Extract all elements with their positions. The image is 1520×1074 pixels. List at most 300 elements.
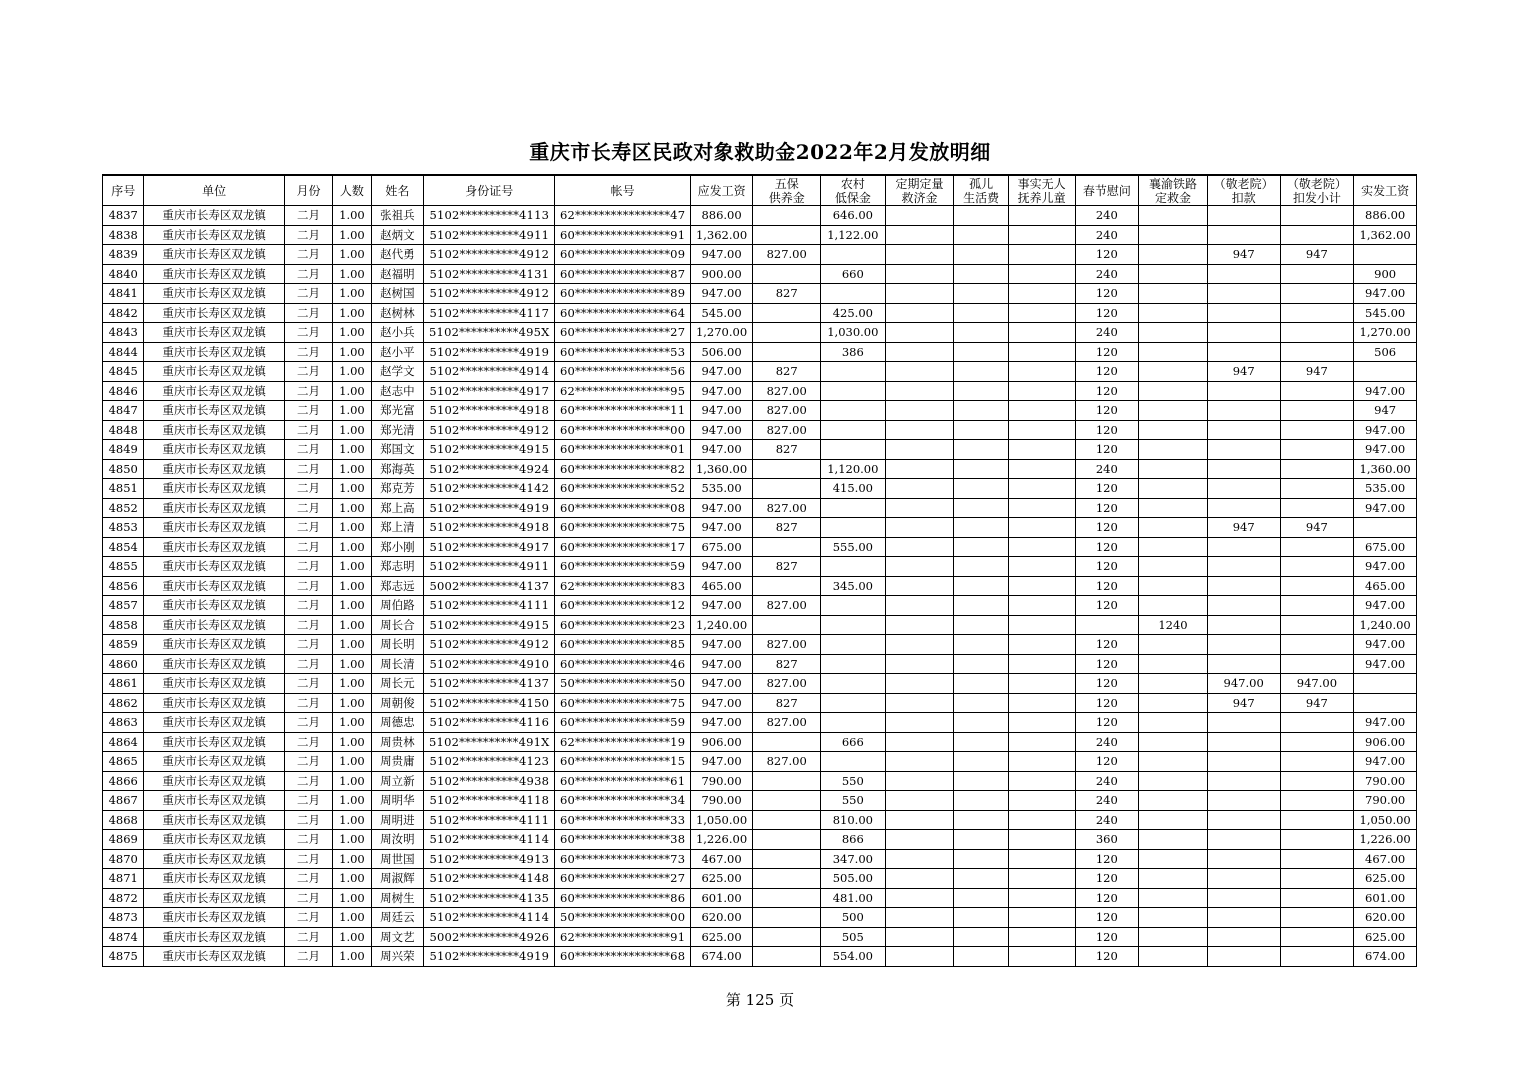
cell-unit: 重庆市长寿区双龙镇	[144, 303, 284, 323]
cell-orphan	[954, 498, 1009, 518]
cell-fixed	[885, 303, 954, 323]
cell-seq: 4840	[103, 264, 144, 284]
cell-spring: 240	[1075, 225, 1139, 245]
cell-name: 赵学文	[371, 362, 424, 382]
cell-month: 二月	[284, 713, 332, 733]
cell-fixed	[885, 264, 954, 284]
table-row	[103, 674, 1417, 694]
cell-net: 900	[1354, 264, 1417, 284]
cell-child	[1008, 537, 1075, 557]
cell-id: 5102**********4917	[424, 537, 555, 557]
cell-spring: 120	[1075, 654, 1139, 674]
cell-net: 947.00	[1354, 557, 1417, 577]
table-row	[103, 830, 1417, 850]
cell-spring: 240	[1075, 791, 1139, 811]
cell-net: 535.00	[1354, 479, 1417, 499]
cell-id: 5102**********4117	[424, 303, 555, 323]
cell-fixed	[885, 771, 954, 791]
cell-acct: 62****************47	[555, 206, 690, 226]
cell-rail	[1139, 927, 1208, 947]
cell-unit: 重庆市长寿区双龙镇	[144, 849, 284, 869]
cell-id: 5102**********491X	[424, 732, 555, 752]
cell-fixed	[885, 635, 954, 655]
cell-due: 545.00	[690, 303, 753, 323]
cell-net: 1,270.00	[1354, 323, 1417, 343]
cell-fixed	[885, 596, 954, 616]
cell-orphan	[954, 888, 1009, 908]
cell-id: 5102**********4910	[424, 654, 555, 674]
cell-month: 二月	[284, 674, 332, 694]
cell-due: 947.00	[690, 440, 753, 460]
cell-dibao	[821, 381, 886, 401]
cell-deduct	[1207, 849, 1280, 869]
cell-due: 947.00	[690, 245, 753, 265]
cell-child	[1008, 381, 1075, 401]
cell-people: 1.00	[333, 342, 371, 362]
cell-seq: 4866	[103, 771, 144, 791]
cell-name: 周长清	[371, 654, 424, 674]
cell-id: 5102**********4915	[424, 615, 555, 635]
cell-acct: 60****************89	[555, 284, 690, 304]
cell-deduct	[1207, 537, 1280, 557]
table-row	[103, 791, 1417, 811]
cell-month: 二月	[284, 654, 332, 674]
cell-people: 1.00	[333, 947, 371, 967]
cell-seq: 4861	[103, 674, 144, 694]
cell-month: 二月	[284, 615, 332, 635]
cell-people: 1.00	[333, 752, 371, 772]
cell-seq: 4845	[103, 362, 144, 382]
cell-spring: 120	[1075, 849, 1139, 869]
cell-net: 1,362.00	[1354, 225, 1417, 245]
cell-acct: 60****************23	[555, 615, 690, 635]
cell-child	[1008, 362, 1075, 382]
cell-acct: 60****************61	[555, 771, 690, 791]
cell-dibao: 1,120.00	[821, 459, 886, 479]
column-header-label: 事实无人	[1017, 176, 1066, 191]
cell-seq: 4837	[103, 206, 144, 226]
cell-deduct	[1207, 615, 1280, 635]
cell-rail	[1139, 654, 1208, 674]
cell-unit: 重庆市长寿区双龙镇	[144, 557, 284, 577]
cell-spring: 120	[1075, 674, 1139, 694]
cell-sub	[1280, 830, 1354, 850]
cell-sub	[1280, 479, 1354, 499]
cell-child	[1008, 849, 1075, 869]
cell-seq: 4839	[103, 245, 144, 265]
cell-due: 947.00	[690, 674, 753, 694]
cell-orphan	[954, 518, 1009, 538]
cell-seq: 4858	[103, 615, 144, 635]
cell-child	[1008, 615, 1075, 635]
cell-seq: 4852	[103, 498, 144, 518]
cell-sub	[1280, 732, 1354, 752]
cell-dibao: 1,122.00	[821, 225, 886, 245]
cell-month: 二月	[284, 518, 332, 538]
cell-acct: 60****************59	[555, 713, 690, 733]
cell-fixed	[885, 323, 954, 343]
cell-wubao	[753, 459, 821, 479]
cell-orphan	[954, 206, 1009, 226]
cell-rail	[1139, 771, 1208, 791]
cell-due: 947.00	[690, 362, 753, 382]
cell-month: 二月	[284, 342, 332, 362]
cell-net: 947.00	[1354, 284, 1417, 304]
cell-id: 5102**********4912	[424, 420, 555, 440]
cell-people: 1.00	[333, 810, 371, 830]
cell-rail	[1139, 303, 1208, 323]
cell-deduct	[1207, 401, 1280, 421]
column-header-label: 定期定量	[895, 176, 944, 191]
cell-net: 620.00	[1354, 908, 1417, 928]
cell-name: 郑国文	[371, 440, 424, 460]
cell-fixed	[885, 225, 954, 245]
cell-net: 545.00	[1354, 303, 1417, 323]
cell-dibao: 555.00	[821, 537, 886, 557]
cell-sub	[1280, 576, 1354, 596]
cell-acct: 60****************85	[555, 635, 690, 655]
cell-wubao	[753, 830, 821, 850]
cell-fixed	[885, 927, 954, 947]
cell-seq: 4844	[103, 342, 144, 362]
cell-orphan	[954, 323, 1009, 343]
cell-rail	[1139, 342, 1208, 362]
cell-seq: 4859	[103, 635, 144, 655]
cell-sub	[1280, 849, 1354, 869]
cell-fixed	[885, 752, 954, 772]
cell-spring: 120	[1075, 342, 1139, 362]
cell-unit: 重庆市长寿区双龙镇	[144, 459, 284, 479]
cell-net: 906.00	[1354, 732, 1417, 752]
cell-orphan	[954, 869, 1009, 889]
cell-fixed	[885, 693, 954, 713]
cell-net: 601.00	[1354, 888, 1417, 908]
cell-deduct	[1207, 752, 1280, 772]
cell-due: 886.00	[690, 206, 753, 226]
cell-wubao: 827	[753, 284, 821, 304]
cell-orphan	[954, 849, 1009, 869]
cell-due: 947.00	[690, 557, 753, 577]
cell-dibao: 1,030.00	[821, 323, 886, 343]
cell-id: 5102**********4918	[424, 518, 555, 538]
column-header-spring	[1075, 175, 1139, 206]
cell-wubao: 827	[753, 654, 821, 674]
cell-people: 1.00	[333, 635, 371, 655]
cell-fixed	[885, 888, 954, 908]
cell-due: 620.00	[690, 908, 753, 928]
cell-id: 5002**********4926	[424, 927, 555, 947]
cell-fixed	[885, 342, 954, 362]
cell-sub: 947	[1280, 518, 1354, 538]
cell-month: 二月	[284, 830, 332, 850]
cell-seq: 4855	[103, 557, 144, 577]
cell-deduct	[1207, 791, 1280, 811]
column-header-label: （敬老院）	[1286, 176, 1347, 191]
cell-unit: 重庆市长寿区双龙镇	[144, 615, 284, 635]
cell-month: 二月	[284, 479, 332, 499]
cell-unit: 重庆市长寿区双龙镇	[144, 440, 284, 460]
cell-fixed	[885, 362, 954, 382]
cell-wubao: 827.00	[753, 498, 821, 518]
cell-unit: 重庆市长寿区双龙镇	[144, 245, 284, 265]
cell-id: 5102**********4111	[424, 810, 555, 830]
cell-unit: 重庆市长寿区双龙镇	[144, 771, 284, 791]
cell-rail	[1139, 752, 1208, 772]
cell-acct: 60****************68	[555, 947, 690, 967]
cell-spring: 240	[1075, 206, 1139, 226]
table-row	[103, 537, 1417, 557]
cell-month: 二月	[284, 557, 332, 577]
cell-sub	[1280, 401, 1354, 421]
cell-dibao: 386	[821, 342, 886, 362]
cell-dibao	[821, 557, 886, 577]
cell-seq: 4842	[103, 303, 144, 323]
cell-name: 周伯路	[371, 596, 424, 616]
cell-child	[1008, 693, 1075, 713]
cell-spring: 120	[1075, 498, 1139, 518]
cell-acct: 62****************83	[555, 576, 690, 596]
cell-rail	[1139, 810, 1208, 830]
cell-deduct	[1207, 557, 1280, 577]
cell-people: 1.00	[333, 323, 371, 343]
cell-rail	[1139, 596, 1208, 616]
cell-unit: 重庆市长寿区双龙镇	[144, 596, 284, 616]
cell-seq: 4873	[103, 908, 144, 928]
cell-wubao: 827.00	[753, 635, 821, 655]
cell-dibao: 550	[821, 771, 886, 791]
cell-people: 1.00	[333, 420, 371, 440]
cell-acct: 60****************34	[555, 791, 690, 811]
cell-id: 5102**********4924	[424, 459, 555, 479]
cell-wubao	[753, 225, 821, 245]
cell-spring: 120	[1075, 303, 1139, 323]
cell-net: 465.00	[1354, 576, 1417, 596]
cell-name: 周贵庸	[371, 752, 424, 772]
cell-dibao	[821, 401, 886, 421]
cell-orphan	[954, 927, 1009, 947]
cell-people: 1.00	[333, 498, 371, 518]
cell-sub	[1280, 342, 1354, 362]
cell-child	[1008, 518, 1075, 538]
cell-people: 1.00	[333, 596, 371, 616]
cell-sub	[1280, 440, 1354, 460]
cell-dibao	[821, 420, 886, 440]
column-header-rail	[1139, 175, 1208, 206]
cell-name: 郑海英	[371, 459, 424, 479]
cell-child	[1008, 771, 1075, 791]
cell-deduct	[1207, 206, 1280, 226]
column-header-sublabel: 救济金	[901, 190, 938, 205]
cell-rail	[1139, 674, 1208, 694]
cell-child	[1008, 830, 1075, 850]
cell-unit: 重庆市长寿区双龙镇	[144, 362, 284, 382]
table-row	[103, 752, 1417, 772]
cell-month: 二月	[284, 596, 332, 616]
cell-seq: 4846	[103, 381, 144, 401]
column-header-sub	[1280, 175, 1354, 206]
cell-id: 5102**********4912	[424, 245, 555, 265]
cell-dibao	[821, 615, 886, 635]
table-row	[103, 498, 1417, 518]
cell-month: 二月	[284, 420, 332, 440]
cell-spring: 120	[1075, 284, 1139, 304]
table-row	[103, 869, 1417, 889]
cell-unit: 重庆市长寿区双龙镇	[144, 830, 284, 850]
cell-net: 674.00	[1354, 947, 1417, 967]
relief-payment-table	[102, 174, 1417, 967]
cell-people: 1.00	[333, 264, 371, 284]
cell-orphan	[954, 381, 1009, 401]
cell-wubao	[753, 206, 821, 226]
cell-net: 1,050.00	[1354, 810, 1417, 830]
column-header-label: 应发工资	[697, 183, 746, 198]
cell-dibao: 425.00	[821, 303, 886, 323]
cell-name: 赵志中	[371, 381, 424, 401]
cell-rail	[1139, 440, 1208, 460]
cell-child	[1008, 635, 1075, 655]
table-row	[103, 381, 1417, 401]
cell-sub	[1280, 420, 1354, 440]
cell-wubao	[753, 947, 821, 967]
cell-seq: 4856	[103, 576, 144, 596]
cell-seq: 4864	[103, 732, 144, 752]
cell-id: 5102**********4111	[424, 596, 555, 616]
cell-fixed	[885, 518, 954, 538]
table-header-row	[103, 175, 1417, 206]
cell-deduct: 947	[1207, 245, 1280, 265]
cell-sub	[1280, 557, 1354, 577]
cell-name: 周立新	[371, 771, 424, 791]
cell-wubao	[753, 342, 821, 362]
cell-month: 二月	[284, 362, 332, 382]
cell-net: 1,360.00	[1354, 459, 1417, 479]
table-row	[103, 908, 1417, 928]
cell-net	[1354, 674, 1417, 694]
cell-acct: 62****************95	[555, 381, 690, 401]
cell-deduct	[1207, 869, 1280, 889]
cell-fixed	[885, 830, 954, 850]
cell-deduct	[1207, 420, 1280, 440]
cell-fixed	[885, 245, 954, 265]
cell-deduct	[1207, 576, 1280, 596]
table-row	[103, 518, 1417, 538]
cell-wubao	[753, 791, 821, 811]
cell-wubao	[753, 849, 821, 869]
cell-deduct	[1207, 479, 1280, 499]
cell-net: 947.00	[1354, 654, 1417, 674]
column-header-name	[371, 175, 424, 206]
cell-people: 1.00	[333, 245, 371, 265]
cell-rail	[1139, 947, 1208, 967]
cell-id: 5102**********4919	[424, 947, 555, 967]
column-header-label: 春节慰问	[1082, 183, 1131, 198]
cell-sub	[1280, 791, 1354, 811]
table-row	[103, 888, 1417, 908]
cell-child	[1008, 713, 1075, 733]
column-header-label: 五保	[774, 176, 799, 191]
cell-id: 5102**********4911	[424, 225, 555, 245]
cell-rail	[1139, 869, 1208, 889]
cell-sub	[1280, 947, 1354, 967]
table-row	[103, 440, 1417, 460]
cell-dibao	[821, 674, 886, 694]
cell-name: 赵树林	[371, 303, 424, 323]
cell-deduct	[1207, 810, 1280, 830]
cell-dibao	[821, 245, 886, 265]
cell-name: 郑上清	[371, 518, 424, 538]
cell-spring: 120	[1075, 362, 1139, 382]
cell-id: 5102**********4114	[424, 830, 555, 850]
cell-fixed	[885, 576, 954, 596]
table-row	[103, 771, 1417, 791]
cell-people: 1.00	[333, 830, 371, 850]
cell-people: 1.00	[333, 654, 371, 674]
column-header-label: 月份	[296, 183, 321, 198]
column-header-child	[1008, 175, 1075, 206]
cell-orphan	[954, 830, 1009, 850]
column-header-label: 身份证号	[465, 183, 514, 198]
cell-seq: 4853	[103, 518, 144, 538]
cell-unit: 重庆市长寿区双龙镇	[144, 498, 284, 518]
cell-sub	[1280, 810, 1354, 830]
cell-name: 张祖兵	[371, 206, 424, 226]
cell-spring: 120	[1075, 479, 1139, 499]
table-row	[103, 654, 1417, 674]
cell-child	[1008, 654, 1075, 674]
cell-due: 535.00	[690, 479, 753, 499]
column-header-dibao	[821, 175, 886, 206]
cell-unit: 重庆市长寿区双龙镇	[144, 401, 284, 421]
cell-unit: 重庆市长寿区双龙镇	[144, 381, 284, 401]
cell-spring: 120	[1075, 381, 1139, 401]
cell-unit: 重庆市长寿区双龙镇	[144, 888, 284, 908]
cell-net: 947.00	[1354, 420, 1417, 440]
cell-people: 1.00	[333, 440, 371, 460]
cell-wubao	[753, 537, 821, 557]
cell-fixed	[885, 849, 954, 869]
cell-wubao	[753, 888, 821, 908]
table-row	[103, 849, 1417, 869]
cell-wubao	[753, 303, 821, 323]
cell-sub	[1280, 225, 1354, 245]
cell-people: 1.00	[333, 401, 371, 421]
cell-child	[1008, 869, 1075, 889]
cell-month: 二月	[284, 635, 332, 655]
cell-month: 二月	[284, 732, 332, 752]
cell-id: 5102**********4135	[424, 888, 555, 908]
cell-due: 625.00	[690, 927, 753, 947]
cell-rail	[1139, 576, 1208, 596]
cell-month: 二月	[284, 576, 332, 596]
cell-child	[1008, 206, 1075, 226]
cell-name: 周朝俊	[371, 693, 424, 713]
cell-fixed	[885, 732, 954, 752]
cell-spring: 240	[1075, 323, 1139, 343]
cell-rail	[1139, 362, 1208, 382]
cell-acct: 60****************38	[555, 830, 690, 850]
table-row	[103, 284, 1417, 304]
column-header-label: 人数	[339, 183, 364, 198]
cell-month: 二月	[284, 498, 332, 518]
cell-child	[1008, 810, 1075, 830]
cell-acct: 60****************09	[555, 245, 690, 265]
cell-deduct	[1207, 596, 1280, 616]
cell-unit: 重庆市长寿区双龙镇	[144, 947, 284, 967]
cell-rail	[1139, 401, 1208, 421]
cell-wubao	[753, 732, 821, 752]
cell-people: 1.00	[333, 927, 371, 947]
cell-people: 1.00	[333, 849, 371, 869]
